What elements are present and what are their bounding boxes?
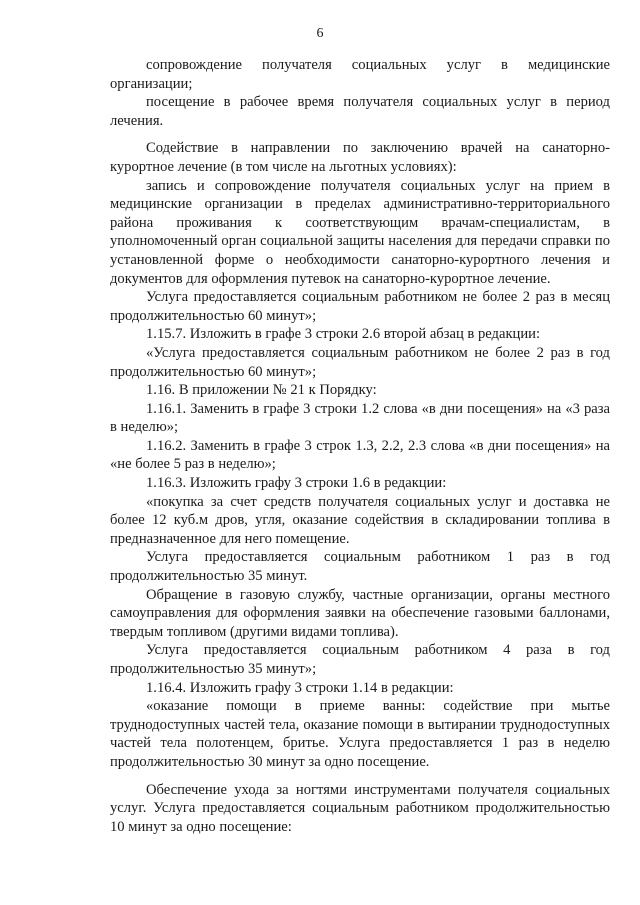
paragraph-4: запись и сопровождение получателя социальных услуг на прием в медицинские организации в пределах административно-территориального района проживания к соответствующим врачам-специалистам, в уполномоченный орган социальной защиты населения для передачи справки по установленной форме о необходимости санаторно-курортного лечения и документов для оформления путевок на санаторно-курортное лечение. — [110, 177, 610, 287]
paragraph-10: 1.16.2. Заменить в графе 3 строк 1.3, 2.2, 2.3 слова «в дни посещения» на «не более 5 раз в неделю»; — [110, 437, 610, 473]
paragraph-18: Обеспечение ухода за ногтями инструментами получателя социальных услуг. Услуга предоставляется социальным работником продолжительностью 10 минут за одно посещение: — [110, 781, 610, 835]
paragraph-7: «Услуга предоставляется социальным работником не более 2 раз в год продолжительностью 60 минут»; — [110, 344, 610, 380]
paragraph-15: Услуга предоставляется социальным работником 4 раза в год продолжительностью 35 минут»; — [110, 642, 610, 677]
paragraph-1: сопровождение получателя социальных услуг в медицинские организации; — [110, 57, 610, 92]
paragraph-8: 1.16. В приложении № 21 к Порядку: — [146, 382, 377, 399]
paragraph-14: Обращение в газовую службу, частные организации, органы местного самоуправления для оформления заявки на обеспечение газовыми баллонами, твердым топливом (другими видами топлива). — [110, 586, 610, 640]
paragraph-2: посещение в рабочее время получателя социальных услуг в период лечения. — [110, 94, 610, 129]
paragraph-17: «оказание помощи в приеме ванны: содействие при мытье труднодоступных частей тела, оказание помощи в вытирании труднодоступных частей тела полотенцем, бритье. Услуга предоставляется 1 раз в неделю продолжительностью 30 минут за одно посещение. — [110, 698, 610, 770]
paragraph-6: 1.15.7. Изложить в графе 3 строки 2.6 второй абзац в редакции: — [146, 326, 541, 343]
paragraph-13: Услуга предоставляется социальным работником 1 раз в год продолжительностью 35 минут. — [110, 549, 610, 585]
paragraph-5: Услуга предоставляется социальным работником не более 2 раз в месяц продолжительностью 60 минут»; — [110, 289, 610, 324]
paragraph-16: 1.16.4. Изложить графу 3 строки 1.14 в редакции: — [146, 679, 454, 696]
paragraph-9: 1.16.1. Заменить в графе 3 строки 1.2 слова «в дни посещения» на «3 раза в неделю»; — [110, 400, 610, 436]
document-body — [110, 56, 610, 836]
paragraph-12: «покупка за счет средств получателя социальных услуг и доставка не более 12 куб.м дров, угля, оказание содействия в складировании топлива в предназначенное для него помещение. — [110, 493, 610, 547]
paragraph-11: 1.16.3. Изложить графу 3 строки 1.6 в редакции: — [146, 475, 447, 492]
paragraph-3: Содействие в направлении по заключению врачей на санаторно-курортное лечение (в том числе на льготных условиях): — [110, 140, 610, 175]
page-number: 6 — [316, 26, 324, 41]
